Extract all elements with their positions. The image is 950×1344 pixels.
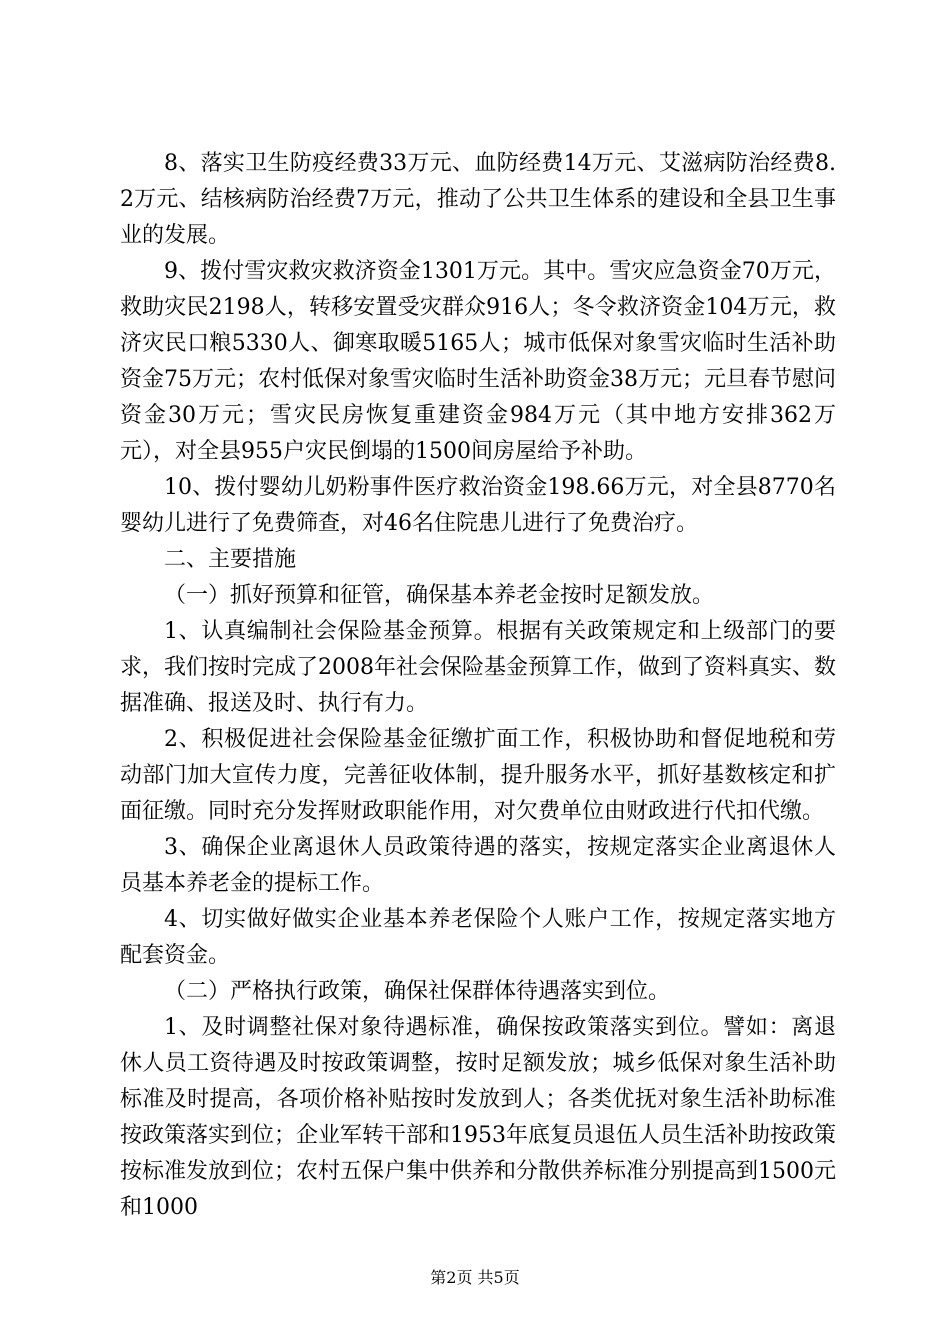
paragraph-measure-2-1: 1、及时调整社保对象待遇标准，确保按政策落实到位。譬如：离退休人员工资待遇及时按政策调整，按时足额发放；城乡低保对象生活补助标准及时提高，各项价格补贴按时发放到人；各类优抚对象生活补助标准按政策落实到位；企业军转干部和1953年底复员退伍人员生活补助按政策按标准发放到位；农村五保户集中供养和分散供养标准分别提高到1500元和1000: [120, 1015, 836, 1220]
subsection-heading-1: （一）抓好预算和征管，确保基本养老金按时足额发放。: [164, 583, 715, 608]
page-footer: 第2页 共5页: [430, 1268, 520, 1287]
section-heading: 二、主要措施: [164, 547, 297, 572]
paragraph-measure-1-4: 4、切实做好做实企业基本养老保险个人账户工作，按规定落实地方配套资金。: [120, 907, 836, 968]
paragraph-item-9: 9、拨付雪灾救灾救济资金1301万元。其中。雪灾应急资金70万元，救助灾民2198人，转移安置受灾群众916人；冬令救济资金104万元，救济灾民口粮5330人、御寒取暖5165人；城市低保对象雪灾临时生活补助资金75万元；农村低保对象雪灾临时生活补助资金38万元；元旦春节慰问资金30万元；雪灾民房恢复重建资金984万元（其中地方安排362万元），对全县955户灾民倒塌的1500间房屋给予补助。: [120, 259, 836, 464]
subsection-heading-2: （二）严格执行政策，确保社保群体待遇落实到位。: [164, 979, 671, 1004]
paragraph-measure-1-1: 1、认真编制社会保险基金预算。根据有关政策规定和上级部门的要求，我们按时完成了2008年社会保险基金预算工作，做到了资料真实、数据准确、报送及时、执行有力。: [120, 619, 836, 716]
paragraph-measure-1-2: 2、积极促进社会保险基金征缴扩面工作，积极协助和督促地税和劳动部门加大宣传力度，完善征收体制，提升服务水平，抓好基数核定和扩面征缴。同时充分发挥财政职能作用，对欠费单位由财政进行代扣代缴。: [120, 727, 836, 824]
paragraph-item-8: 8、落实卫生防疫经费33万元、血防经费14万元、艾滋病防治经费8.2万元、结核病防治经费7万元，推动了公共卫生体系的建设和全县卫生事业的发展。: [120, 151, 836, 248]
paragraph-measure-1-3: 3、确保企业离退休人员政策待遇的落实，按规定落实企业离退休人员基本养老金的提标工作。: [120, 835, 836, 896]
document-body: [120, 146, 836, 1226]
paragraph-item-10: 10、拨付婴幼儿奶粉事件医疗救治资金198.66万元，对全县8770名婴幼儿进行了免费筛查，对46名住院患儿进行了免费治疗。: [120, 475, 836, 536]
